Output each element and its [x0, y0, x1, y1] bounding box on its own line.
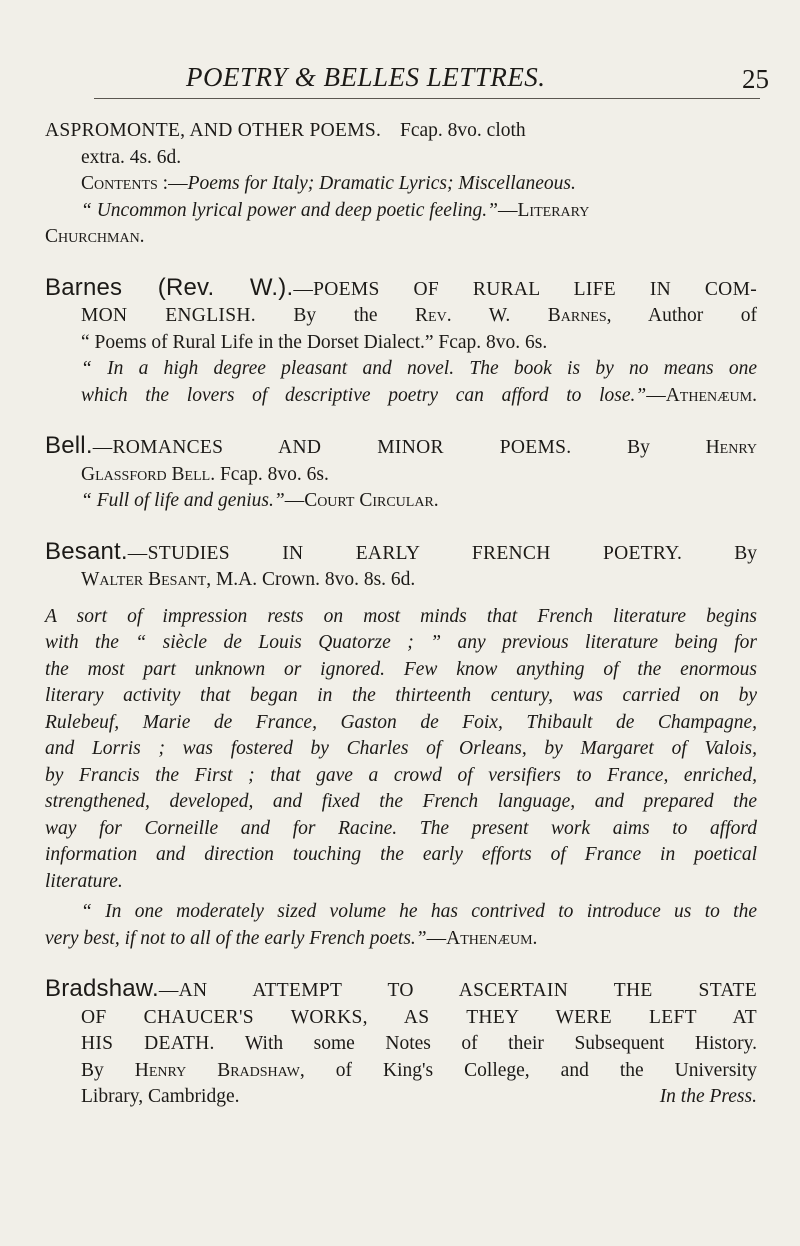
description-line: information and direction touching the early efforts of France in poetical — [45, 844, 757, 865]
book-title-cont: MON ENGLISH. — [81, 305, 256, 326]
page-number: 25 — [742, 64, 769, 94]
dash: — — [646, 384, 666, 406]
entry-bradshaw — [45, 976, 757, 1111]
affiliation: of King's College, and the University — [304, 1059, 757, 1081]
entry-aspromonte — [45, 118, 757, 251]
description-line: the most part unknown or ignored. Few know anything of the enormous — [45, 658, 757, 680]
by-text: By — [81, 1059, 104, 1081]
author-name: Barnes (Rev. W.). — [45, 273, 294, 301]
entry-headline — [45, 539, 757, 568]
description-line: strengthened, developed, and fixed the French language, and prepared the — [45, 791, 757, 812]
format-price: Crown. 8vo. 8s. 6d. — [257, 569, 416, 590]
review-source-cont: Churchman. — [45, 226, 145, 247]
description-line: literary activity that began in the thirteenth century, was carried on by — [45, 685, 757, 706]
review-quote: “ Uncommon lyrical power and deep poetic feeling.” — [81, 199, 499, 221]
author-name: Bradshaw. — [45, 975, 159, 1002]
entry-headline — [45, 275, 757, 304]
entry-headline — [45, 976, 757, 1005]
entry-barnes — [45, 275, 757, 410]
review-quote-cont: very best, if not to all of the early French poets.” — [45, 927, 427, 949]
affiliation-cont: Library, Cambridge. — [81, 1086, 240, 1107]
publication-status: In the Press. — [659, 1086, 757, 1107]
author-full-name: Henry — [705, 437, 758, 458]
description-line: A sort of impression rests on most minds that French literature begins — [45, 605, 757, 627]
author-name: Besant. — [45, 537, 128, 565]
author-full-name: Walter Besant, M.A. — [81, 569, 258, 590]
book-details: “ Poems of Rural Life in the Dorset Dialect.” Fcap. 8vo. 6s. — [81, 331, 548, 353]
by-text: By — [627, 437, 650, 458]
book-title: —POEMS OF RURAL LIFE IN COM- — [293, 278, 757, 300]
format-price: Fcap. 8vo. 6s. — [215, 463, 329, 485]
book-details — [45, 462, 757, 489]
title-cont — [45, 1031, 757, 1058]
review-line — [45, 198, 757, 225]
entry-headline — [45, 118, 757, 145]
review-quote: “ In a high degree pleasant and novel. The book is by no means one — [81, 358, 757, 379]
dash: — — [498, 199, 518, 221]
book-title: —AN ATTEMPT TO ASCERTAIN THE STATE — [158, 980, 757, 1001]
running-head-title: POETRY & BELLES LETTRES. — [186, 62, 546, 92]
description-line: with the “ siècle de Louis Quatorze ; ” any previous literature being for — [45, 632, 757, 653]
publication-line — [45, 1084, 757, 1111]
book-details — [45, 567, 757, 594]
by-text: By the — [293, 305, 378, 326]
book-title: —ROMANCES AND MINOR POEMS. — [92, 437, 572, 458]
dash: — — [284, 490, 305, 511]
title-cont — [45, 303, 757, 330]
book-title: —STUDIES IN EARLY FRENCH POETRY. — [127, 542, 683, 564]
description-line: by Francis the First ; that gave a crowd of versifiers to France, enriched, — [45, 764, 757, 786]
contents-text: Poems for Italy; Dramatic Lyrics; Miscellaneous. — [187, 173, 576, 194]
entry-bell — [45, 433, 757, 515]
review-quote: “ In one moderately sized volume he has contrived to introduce us to the — [81, 901, 757, 922]
author-full-name-cont: Glassford Bell. — [81, 463, 216, 485]
author-role: Author of — [647, 305, 757, 326]
book-title: ASPROMONTE, AND OTHER POEMS. — [45, 120, 382, 141]
author-name: Bell. — [45, 432, 93, 459]
subtitle: With some Notes of their Subsequent History. — [214, 1033, 757, 1054]
contents-label: Contents :— — [81, 173, 188, 194]
description-line: Rulebeuf, Marie de France, Gaston de Foix, Thibault de Champagne, — [45, 711, 757, 733]
catalogue-entries — [45, 118, 757, 1135]
review-source: Literary — [517, 199, 590, 221]
entry-headline — [45, 433, 757, 462]
review-source: Athenæum. — [665, 384, 757, 406]
review-source: Athenæum. — [446, 927, 538, 949]
review-source: Court Circular. — [304, 490, 439, 511]
book-price: extra. 4s. 6d. — [81, 146, 182, 168]
review-quote: “ Full of life and genius.” — [81, 490, 285, 511]
book-title-cont: OF CHAUCER'S WORKS, AS THEY WERE LEFT AT — [81, 1006, 757, 1028]
review-line — [45, 383, 757, 410]
book-title-end: HIS DEATH. — [81, 1033, 215, 1054]
contents-line — [45, 171, 757, 198]
by-text: By — [734, 542, 757, 564]
description-line: and Lorris ; was fostered by Charles of Orleans, by Margaret of Valois, — [45, 738, 757, 759]
review-line — [45, 488, 757, 515]
dash: — — [426, 927, 447, 949]
book-format: Fcap. 8vo. cloth — [400, 120, 526, 141]
review-line — [45, 926, 757, 953]
description-line: literature. — [45, 870, 123, 892]
author-line — [45, 1058, 757, 1085]
author-full-name: Rev. W. Barnes, — [415, 305, 612, 326]
author-full-name: Henry Bradshaw, — [134, 1059, 305, 1081]
description-line: way for Corneille and for Racine. The present work aims to afford — [45, 817, 757, 839]
review-quote-cont: which the lovers of descriptive poetry can afford to lose.” — [81, 384, 647, 406]
entry-besant — [45, 539, 757, 953]
header-rule — [94, 98, 760, 99]
